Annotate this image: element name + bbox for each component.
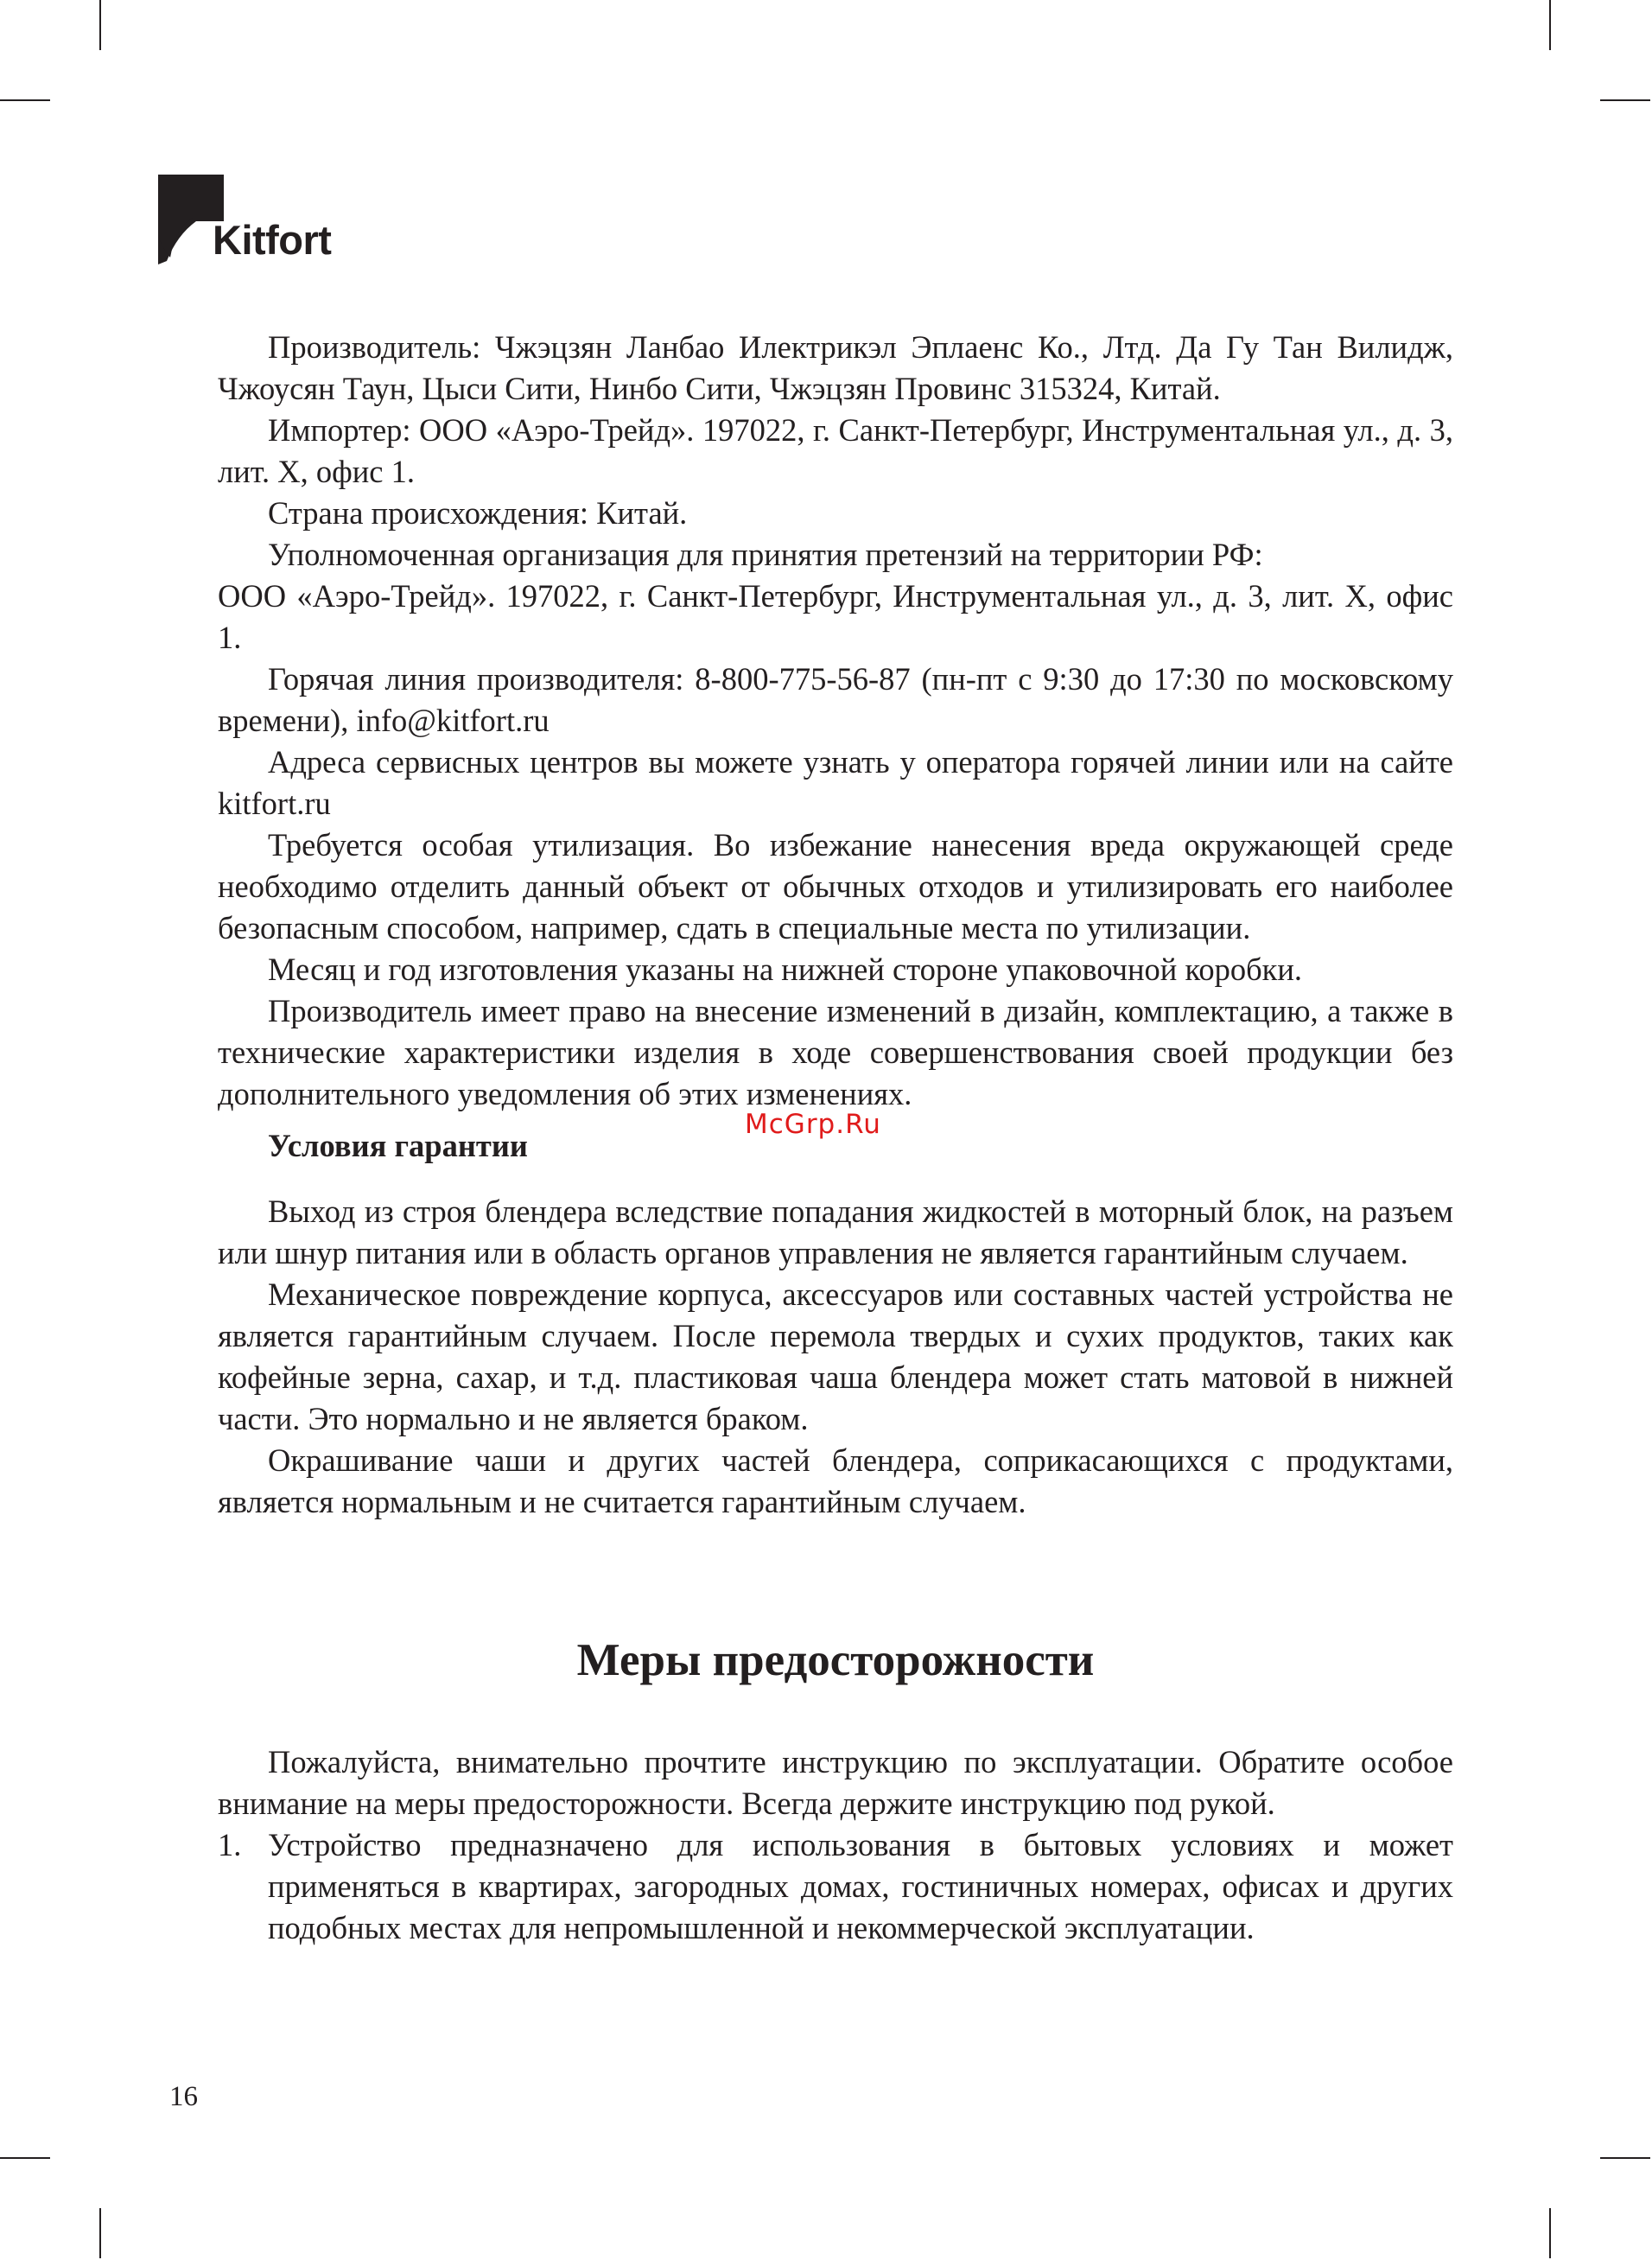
warranty-paragraph: Выход из строя блендера вследствие попадания жидкостей в моторный блок, на разъем или шнур питания или в область органов управления не является гарантийным случаем.	[218, 1194, 1453, 1270]
brand-name: Kitfort	[213, 217, 332, 263]
country-paragraph: Страна происхождения: Китай.	[268, 495, 688, 531]
crop-mark-left-bottom	[0, 2157, 50, 2159]
crop-mark-right-bottom	[1600, 2157, 1650, 2159]
warranty-paragraph: Механическое повреждение корпуса, аксессуаров или составных частей устройства не является гарантийным случаем. После перемола твердых и сухих продуктов, таких как кофейные зерна, сахар, и т.д. пластиковая чаша блендера может стать матовой в нижней части. Это нормально и не является браком.	[218, 1276, 1453, 1436]
crop-mark-right-top	[1600, 99, 1650, 101]
warranty-title: Условия гарантии	[268, 1128, 528, 1163]
crop-mark-left-top	[0, 99, 50, 101]
list-item-number: 1.	[218, 1827, 242, 1862]
precautions-title: Меры предосторожности	[576, 1635, 1095, 1685]
importer-paragraph: Импортер: ООО «Аэро-Трейд». 197022, г. Санкт-Петербург, Инструментальная ул., д. 3, лит. Х, офис 1.	[218, 412, 1453, 489]
authorized-org-paragraph: Уполномоченная организация для принятия претензий на территории РФ:	[268, 537, 1263, 572]
crop-mark-bottom-right	[1549, 2208, 1551, 2258]
precautions-intro: Пожалуйста, внимательно прочтите инструкцию по эксплуатации. Обратите особое внимание на меры предосторожности. Всегда держите инструкцию под рукой.	[218, 1744, 1453, 1821]
crop-mark-top-right	[1549, 0, 1551, 50]
list-item-text: Устройство предназначено для использования в бытовых условиях и может применяться в квартирах, загородных домах, гостиничных номерах, офисах и других подобных местах для непромышленной и некоммерческой эксплуатации.	[268, 1827, 1453, 1945]
hotline-paragraph: Горячая линия производителя: 8-800-775-56-87 (пн-пт с 9:30 до 17:30 по московскому времени), info@kitfort.ru	[218, 661, 1453, 738]
changes-paragraph: Производитель имеет право на внесение изменений в дизайн, комплектацию, а также в технические характеристики изделия в ходе совершенствования своей продукции без дополнительного уведомления об этих изменениях.	[218, 993, 1453, 1111]
crop-mark-top-left	[99, 0, 101, 50]
precautions-list	[218, 1824, 1453, 1949]
authorized-org-address: ООО «Аэро-Трейд». 197022, г. Санкт-Петербург, Инструментальная ул., д. 3, лит. Х, офис 1.	[218, 578, 1453, 655]
disposal-paragraph: Требуется особая утилизация. Во избежание нанесения вреда окружающей среде необходимо отделить данный объект от обычных отходов и утилизировать его наиболее безопасным способом, например, сдать в специальные места по утилизации.	[218, 827, 1453, 945]
service-centers-paragraph: Адреса сервисных центров вы можете узнать у оператора горячей линии или на сайте kitfort.ru	[218, 744, 1453, 821]
warranty-paragraph: Окрашивание чаши и других частей блендера, соприкасающихся с продуктами, является нормальным и не считается гарантийным случаем.	[218, 1442, 1453, 1519]
manufacturer-paragraph: Производитель: Чжэцзян Ланбао Илектрикэл Эплаенс Ко., Лтд. Да Гу Тан Вилидж, Чжоусян Таун, Цыси Сити, Нинбо Сити, Чжэцзян Провинс 315324, Китай.	[218, 329, 1453, 406]
list-item	[218, 1824, 1453, 1949]
crop-mark-bottom-left	[99, 2208, 101, 2258]
watermark: McGrp.Ru	[745, 1109, 881, 1140]
manufacture-date-paragraph: Месяц и год изготовления указаны на нижней стороне упаковочной коробки.	[268, 952, 1303, 987]
brand-logo	[158, 175, 365, 270]
page-number: 16	[169, 2081, 198, 2112]
